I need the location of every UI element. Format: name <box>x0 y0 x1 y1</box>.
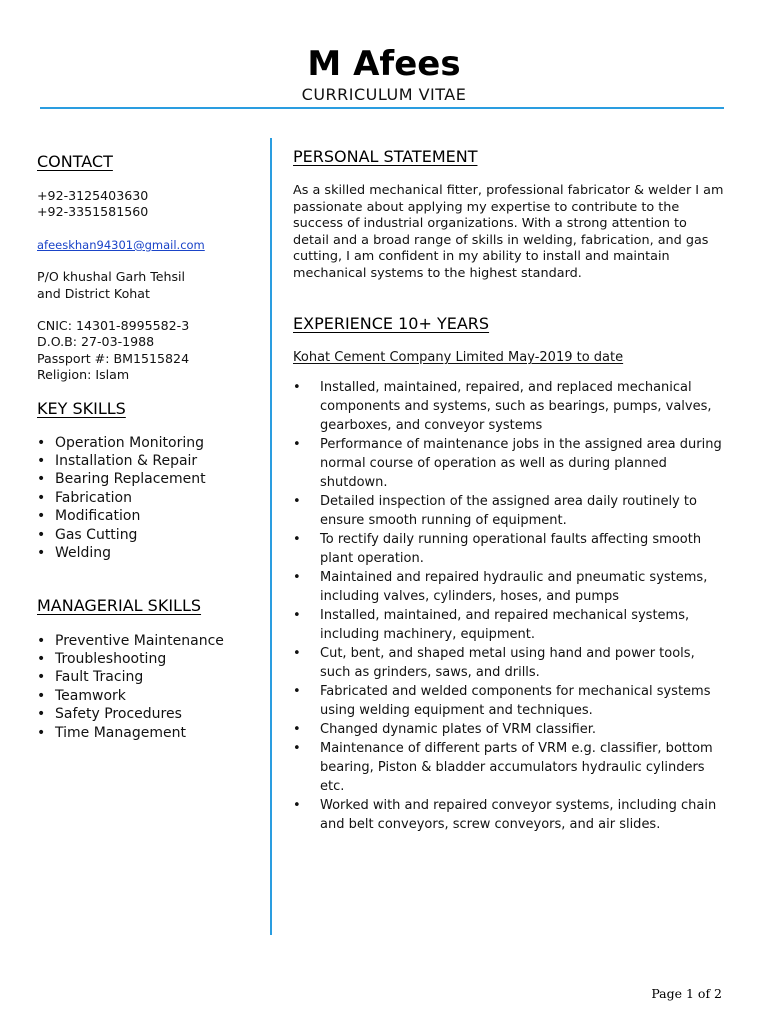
skill-item: • Modification <box>37 507 257 525</box>
skill-item: • Preventive Maintenance <box>37 632 257 650</box>
skill-item: • Gas Cutting <box>37 526 257 544</box>
personal-statement-section <box>293 146 725 282</box>
duty-item: • Installed, maintained, and repaired mechanical systems, including machinery, equipment. <box>293 606 725 644</box>
phone-list <box>37 188 257 221</box>
email-block <box>37 237 257 253</box>
duty-item: • Cut, bent, and shaped metal using hand and power tools, such as grinders, saws, and drills. <box>293 644 725 682</box>
key-skills-list <box>37 434 257 563</box>
skill-item: • Welding <box>37 544 257 562</box>
contact-section <box>37 151 257 384</box>
address-line: P/O khushal Garh Tehsil <box>37 269 186 285</box>
experience-section <box>293 313 725 834</box>
duty-item: • Installed, maintained, repaired, and replaced mechanical components and systems, such as bearings, pumps, valves, gearboxes, and conveyor systems <box>293 378 725 435</box>
skill-item: • Troubleshooting <box>37 650 257 668</box>
header-divider <box>40 107 724 109</box>
personal-statement-heading: PERSONAL STATEMENT <box>293 147 478 166</box>
address-line: and District Kohat <box>37 285 150 301</box>
key-skills-heading: KEY SKILLS <box>37 398 126 418</box>
managerial-skills-heading: MANAGERIAL SKILLS <box>37 595 202 615</box>
left-column <box>37 151 257 742</box>
skill-item: • Bearing Replacement <box>37 470 257 488</box>
skill-item: • Teamwork <box>37 687 257 705</box>
employer-line: Kohat Cement Company Limited May-2019 to date <box>293 350 624 365</box>
contact-heading: CONTACT <box>37 152 113 171</box>
duty-item: • Worked with and repaired conveyor systems, including chain and belt conveyors, screw conveyors, and air slides. <box>293 796 725 834</box>
skill-item: • Installation & Repair <box>37 452 257 470</box>
religion-detail: Religion: Islam <box>37 367 130 383</box>
personal-statement-text: As a skilled mechanical fitter, professional fabricator & welder I am passionate about applying my expertise to contribute to the success of industrial organizations. With a strong attention to detail and a broad range of skills in welding, fabrication, and gas cutting, I am confident in my ability to install and maintain mechanical systems to the highest standard. <box>293 183 724 281</box>
managerial-skills-section <box>37 595 257 742</box>
cnic-detail: CNIC: 14301-8995582-3 <box>37 318 190 334</box>
duty-item: • To rectify daily running operational faults affecting smooth plant operation. <box>293 530 725 568</box>
skill-item: • Operation Monitoring <box>37 434 257 452</box>
duty-item: • Maintenance of different parts of VRM e.g. classifier, bottom bearing, Piston & bladder accumulators hydraulic cylinders etc. <box>293 739 725 796</box>
key-skills-section <box>37 398 257 563</box>
skill-item: • Safety Procedures <box>37 705 257 723</box>
document-subtitle: CURRICULUM VITAE <box>301 85 467 104</box>
phone-number: +92-3125403630 <box>37 188 149 203</box>
address-block <box>37 269 257 302</box>
duty-item: • Performance of maintenance jobs in the assigned area during normal course of operation as well as during planned shutdown. <box>293 435 725 492</box>
duty-item: • Maintained and repaired hydraulic and pneumatic systems, including valves, cylinders, hoses, and pumps <box>293 568 725 606</box>
phone-number: +92-3351581560 <box>37 204 149 220</box>
candidate-name: M Afees <box>307 44 461 84</box>
managerial-skills-list <box>37 632 257 742</box>
skill-item: • Fabrication <box>37 489 257 507</box>
column-divider <box>270 138 272 935</box>
email-link[interactable]: afeeskhan94301@gmail.com <box>37 237 205 252</box>
skill-item: • Fault Tracing <box>37 668 257 686</box>
dob-detail: D.O.B: 27-03-1988 <box>37 334 155 350</box>
right-column <box>293 146 725 834</box>
page-number: Page 1 of 2 <box>651 986 722 1001</box>
duty-item: • Fabricated and welded components for mechanical systems using welding equipment and techniques. <box>293 682 725 720</box>
passport-detail: Passport #: BM1515824 <box>37 350 190 366</box>
duties-list <box>293 378 725 834</box>
skill-item: • Time Management <box>37 724 257 742</box>
experience-heading: EXPERIENCE 10+ YEARS <box>293 314 490 333</box>
duty-item: • Changed dynamic plates of VRM classifier. <box>293 720 725 739</box>
duty-item: • Detailed inspection of the assigned area daily routinely to ensure smooth running of equipment. <box>293 492 725 530</box>
personal-details <box>37 318 257 384</box>
